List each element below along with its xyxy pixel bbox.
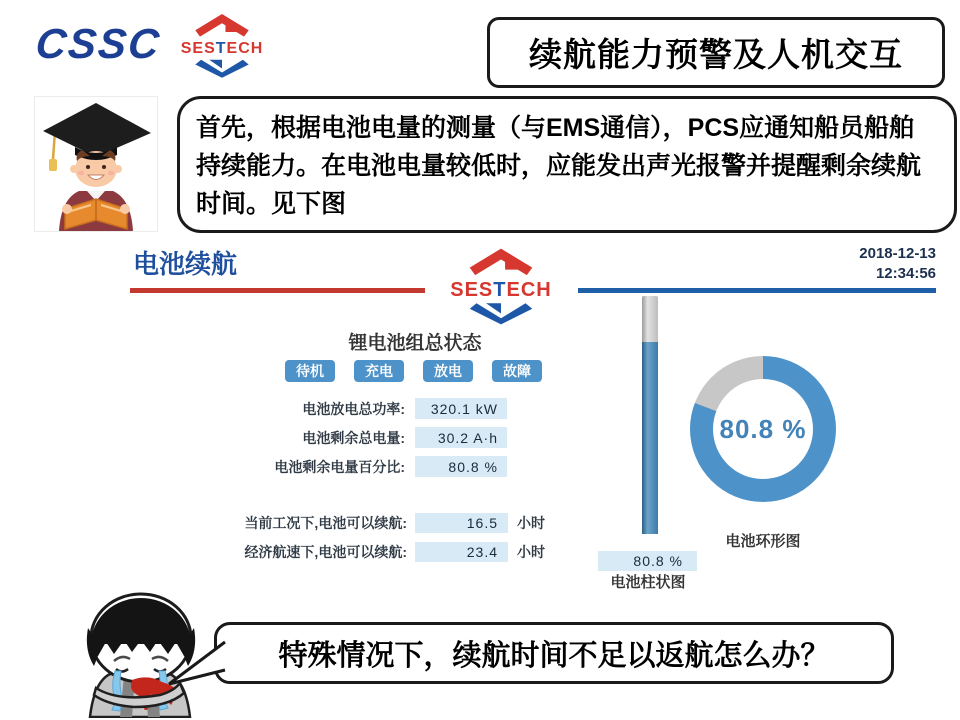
endurance-unit: 小时 xyxy=(517,515,545,531)
sestech-logo xyxy=(180,10,264,79)
metric-value: 320.1 kW xyxy=(415,398,507,419)
sestech-wordmark: SESTECH xyxy=(180,40,264,57)
cssc-logo: CSSC xyxy=(33,20,164,67)
hmi-datetime xyxy=(859,244,936,284)
donut-center-label: 80.8 % xyxy=(719,413,807,444)
endurance-value: 16.5 xyxy=(415,513,508,533)
sestech-shield-icon xyxy=(193,58,251,79)
charge-button[interactable]: 充电 xyxy=(354,360,404,382)
header-blue-divider xyxy=(578,288,936,293)
endurance-row xyxy=(230,513,545,533)
endurance-label: 当前工况下,电池可以续航: xyxy=(244,515,407,531)
standby-button[interactable]: 待机 xyxy=(285,360,335,382)
endurance-value: 23.4 xyxy=(415,542,508,562)
header-red-divider xyxy=(130,288,425,293)
hmi-time: 12:34:56 xyxy=(875,265,936,282)
sestech-roof-icon xyxy=(467,244,535,279)
scholar-speech-bubble: 首先，根据电池电量的测量（与EMS通信），PCS应通知船员船舶持续能力。在电池电量较低时，应能发出声光报警并提醒剩余续航时间。见下图 xyxy=(177,96,957,233)
endurance-row xyxy=(230,542,545,562)
metric-label: 电池剩余总电量: xyxy=(302,429,405,446)
metric-label: 电池剩余电量百分比: xyxy=(274,458,405,475)
metric-value: 30.2 A·h xyxy=(415,427,507,448)
sestech-shield-icon xyxy=(467,301,535,326)
metric-value: 80.8 % xyxy=(415,456,507,477)
metric-row xyxy=(230,398,507,419)
battery-bar-chart xyxy=(642,296,658,534)
donut-hole xyxy=(713,379,813,479)
battery-status-title: 锂电池组总状态 xyxy=(348,333,482,354)
endurance-label: 经济航速下,电池可以续航: xyxy=(244,544,407,560)
bar-fill-empty xyxy=(642,296,658,342)
fault-button[interactable]: 故障 xyxy=(492,360,542,382)
hmi-page-title: 电池续航 xyxy=(133,249,238,279)
discharge-button[interactable]: 放电 xyxy=(423,360,473,382)
sestech-logo xyxy=(448,244,554,326)
scholar-avatar-icon xyxy=(34,96,158,232)
battery-donut-chart xyxy=(690,356,836,502)
sestech-roof-icon xyxy=(193,10,251,40)
speech-bubble-tail xyxy=(165,640,227,688)
slide-title: 续航能力预警及人机交互 xyxy=(487,17,945,88)
donut-chart-caption: 电池环形图 xyxy=(725,533,801,550)
bar-fill-charged xyxy=(642,342,658,534)
endurance-unit: 小时 xyxy=(517,544,545,560)
metric-row xyxy=(230,427,507,448)
battery-status-buttons xyxy=(285,360,542,382)
metric-label: 电池放电总功率: xyxy=(302,400,405,417)
bar-chart-caption: 电池柱状图 xyxy=(610,574,686,591)
sestech-wordmark: SESTECH xyxy=(450,279,552,301)
question-speech-bubble: 特殊情况下，续航时间不足以返航怎么办？ xyxy=(214,622,894,684)
metric-row xyxy=(230,456,507,477)
hmi-date: 2018-12-13 xyxy=(859,245,936,262)
bar-chart-value: 80.8 % xyxy=(598,551,697,571)
